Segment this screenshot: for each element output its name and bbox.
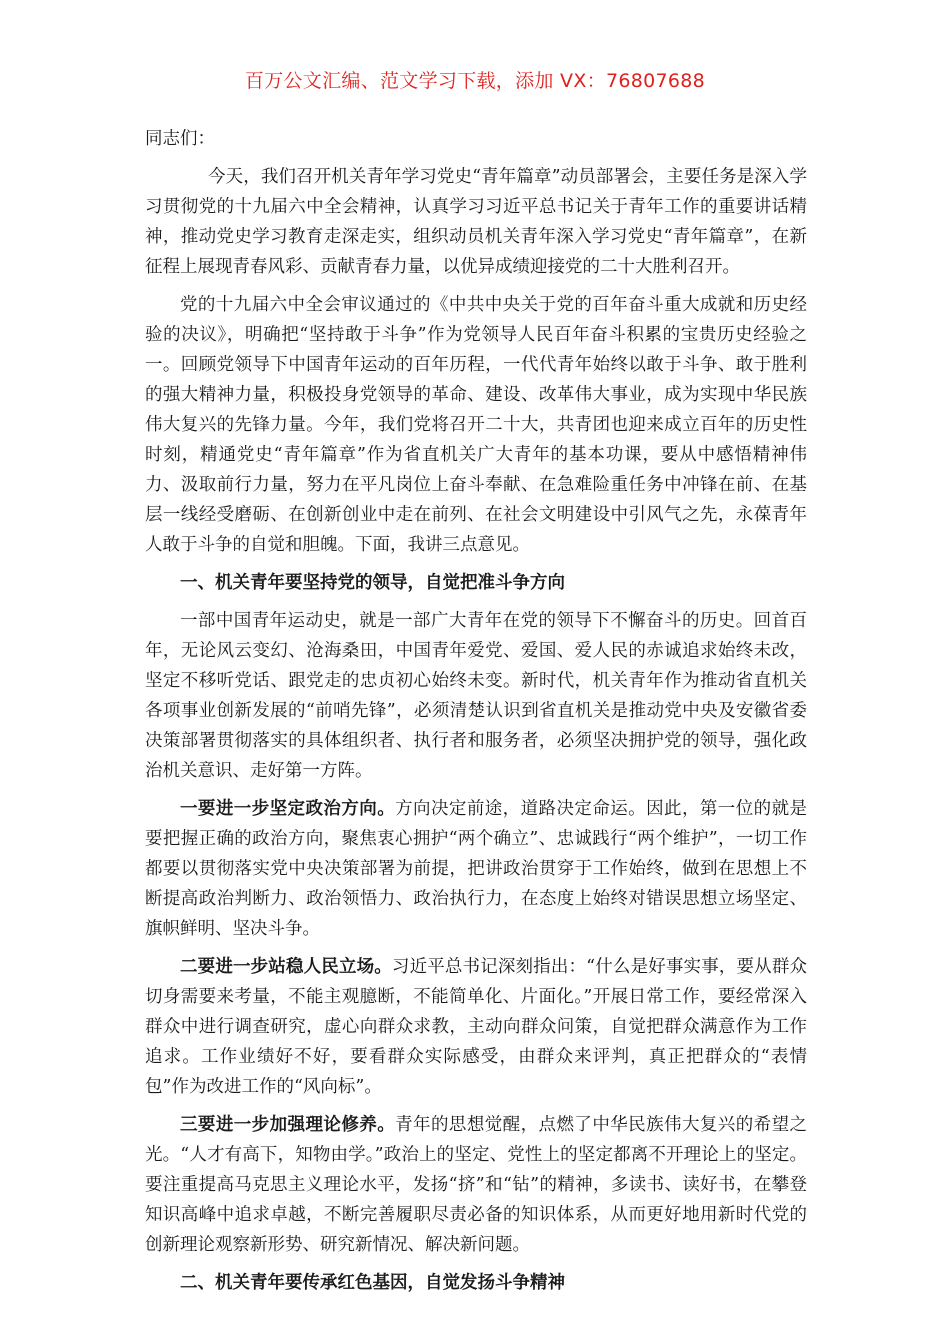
section-heading: 二、机关青年要传承红色基因，自觉发扬斗争精神 xyxy=(180,1273,565,1293)
section-paragraph: 一部中国青年运动史，就是一部广大青年在党的领导下不懈奋斗的历史。回首百年，无论风云变幻、沧海桑田，中国青年爱党、爱国、爱人民的赤诚追求始终未改，坚定不移听党话、跟党走的忠贞初心始终未变。新时代，机关青年作为推动省直机关各项事业创新发展的“前哨先锋”，必须清楚认识到省直机关是推动党中央及安徽省委决策部署贯彻落实的具体组织者、执行者和服务者，必须坚决拥护党的领导，强化政治机关意识、走好第一方阵。 xyxy=(145,611,807,781)
greeting: 同志们： xyxy=(145,129,215,149)
document-body xyxy=(145,124,807,1306)
point-text: 青年的思想觉醒，点燃了中华民族伟大复兴的希望之光。“人才有高下，知物由学。”政治上的坚定、党性上的坚定都离不开理论上的坚定。要注重提高马克思主义理论水平，发扬“挤”和“钻”的精神，多读书、读好书，在攀登知识高峰中追求卓越，不断完善履职尽责必备的知识体系，从而更好地用新时代党的创新理论观察新形势、研究新情况、解决新问题。 xyxy=(145,1115,808,1255)
watermark-header: 百万公文汇编、范文学习下载，添加 VX：76807688 xyxy=(244,70,706,92)
point-lead: 一要进一步坚定政治方向。 xyxy=(180,799,396,819)
point-paragraph xyxy=(145,1110,807,1260)
point-lead: 二要进一步站稳人民立场。 xyxy=(180,957,392,977)
point-lead: 三要进一步加强理论修养。 xyxy=(180,1115,396,1135)
intro-paragraph: 今天，我们召开机关青年学习党史“青年篇章”动员部署会，主要任务是深入学习贯彻党的十九届六中全会精神，认真学习习近平总书记关于青年工作的重要讲话精神，推动党史学习教育走深走实，组织动员机关青年深入学习党史“青年篇章”，在新征程上展现青春风彩、贡献青春力量，以优异成绩迎接党的二十大胜利召开。 xyxy=(145,167,807,277)
intro-paragraph: 党的十九届六中全会审议通过的《中共中央关于党的百年奋斗重大成就和历史经验的决议》，明确把“坚持敢于斗争”作为党领导人民百年奋斗积累的宝贵历史经验之一。回顾党领导下中国青年运动的百年历程，一代代青年始终以敢于斗争、敢于胜利的强大精神力量，积极投身党领导的革命、建设、改革伟大事业，成为实现中华民族伟大复兴的先锋力量。今年，我们党将召开二十大，共青团也迎来成立百年的历史性时刻，精通党史“青年篇章”作为省直机关广大青年的基本功课，要从中感悟精神伟力、汲取前行力量，努力在平凡岗位上奋斗奉献、在急难险重任务中冲锋在前、在基层一线经受磨砺、在创新创业中走在前列、在社会文明建设中引风气之先，永葆青年人敢于斗争的自觉和胆魄。下面，我讲三点意见。 xyxy=(145,295,807,555)
section-heading: 一、机关青年要坚持党的领导，自觉把准斗争方向 xyxy=(180,573,565,593)
point-paragraph xyxy=(145,952,807,1102)
point-paragraph xyxy=(145,794,807,944)
point-text: 习近平总书记深刻指出：“什么是好事实事，要从群众切身需要来考量，不能主观臆断，不能简单化、片面化。”开展日常工作，要经常深入群众中进行调查研究，虚心向群众求教，主动向群众问策，自觉把群众满意作为工作追求。工作业绩好不好，要看群众实际感受，由群众来评判，真正把群众的“表情包”作为改进工作的“风向标”。 xyxy=(145,957,807,1097)
point-text: 方向决定前途，道路决定命运。因此，第一位的就是要把握正确的政治方向，聚焦衷心拥护“两个确立”、忠诚践行“两个维护”，一切工作都要以贯彻落实党中央决策部署为前提，把讲政治贯穿于工作始终，做到在思想上不断提高政治判断力、政治领悟力、政治执行力，在态度上始终对错误思想立场坚定、旗帜鲜明、坚决斗争。 xyxy=(145,799,808,939)
